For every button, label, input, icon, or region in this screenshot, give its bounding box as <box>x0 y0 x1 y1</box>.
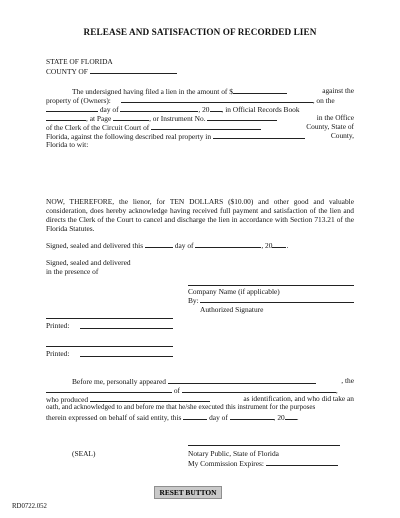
commission-line <box>188 458 338 468</box>
book-field[interactable] <box>46 113 86 121</box>
witness-line-1: Signed, sealed and delivered <box>46 258 131 267</box>
county-field[interactable] <box>90 66 177 74</box>
property-label: Florida, against the following described real property in <box>46 132 212 141</box>
appeared-name-field[interactable] <box>168 376 316 384</box>
identification-label: as identification, and who did take an <box>243 394 354 403</box>
year-prefix: , 20 <box>198 105 210 114</box>
witness-2-printed-line[interactable] <box>80 356 173 357</box>
by-label: By: <box>188 296 199 305</box>
lien-amount-suffix: against the <box>322 86 354 95</box>
document-title: RELEASE AND SATISFACTION OF RECORDED LIEN <box>83 27 317 37</box>
printed-label-2: Printed: <box>46 349 70 358</box>
instrument-label: , or Instrument No. <box>149 114 206 123</box>
notary-signature-line[interactable] <box>188 445 340 446</box>
signed-month-field[interactable] <box>195 240 261 248</box>
form-number: RD0722.052 <box>12 503 47 510</box>
lien-amount-text: The undersigned having filed a lien in the amount of $ <box>72 87 233 96</box>
signed-period: . <box>286 241 289 250</box>
notary-line-4: oath, and acknowledged to and before me that he/she executed this instrument for the purposes <box>46 403 316 411</box>
company-name-label: Company Name (if applicable) <box>188 287 280 296</box>
office-label: in the Office <box>316 113 354 122</box>
comma: , <box>335 386 338 395</box>
owners-field[interactable] <box>121 95 313 103</box>
signed-dayof-label: day of <box>174 241 194 250</box>
printed-label-1: Printed: <box>46 321 70 330</box>
the-label: , the <box>341 376 354 385</box>
county-suffix: County, <box>330 131 354 140</box>
notary-public-label: Notary Public, State of Florida <box>188 449 279 458</box>
property-county-field[interactable] <box>213 131 305 139</box>
who-produced-label: who produced <box>46 395 89 404</box>
recording-year-field[interactable] <box>210 104 222 112</box>
identification-field[interactable] <box>90 394 210 402</box>
commission-expires-label: My Commission Expires: <box>188 459 264 468</box>
notary-month-field[interactable] <box>230 412 274 420</box>
title-field[interactable] <box>46 385 172 393</box>
clerk-label: of the Clerk of the Circuit Court of <box>46 123 150 132</box>
notary-period: . <box>296 413 299 422</box>
authorized-signature-line[interactable] <box>200 302 354 303</box>
signed-label: Signed, sealed and delivered this <box>46 241 144 250</box>
commission-expires-field[interactable] <box>266 458 338 466</box>
owners-label: property of (Owners): <box>46 96 111 105</box>
county-line <box>46 66 177 76</box>
reset-button[interactable]: RESET BUTTON <box>154 486 222 499</box>
witness-2-signature-line[interactable] <box>46 346 173 347</box>
state-label: STATE OF FLORIDA <box>46 57 113 66</box>
signed-delivered-line <box>46 240 288 250</box>
lien-amount-field[interactable] <box>233 86 287 94</box>
seal-label: (SEAL) <box>72 449 96 458</box>
county-state-label: County, State of <box>306 122 354 131</box>
recording-month-field[interactable] <box>120 104 198 112</box>
official-records-label: , in Official Records Book <box>221 105 300 114</box>
satisfaction-paragraph: NOW, THEREFORE, the lienor, for TEN DOLLARS ($10.00) and other good and valuable consideration, does hereby acknowledge having received full payment and satisfaction of the lien and directs the Clerk of the Court to cancel and discharge the lien in accordance with Section 713.21 of the Florida Statutes. <box>46 197 354 233</box>
personally-appeared-label: Before me, personally appeared <box>72 377 166 386</box>
county-label: COUNTY OF <box>46 67 88 76</box>
florida-to-wit: Florida to wit: <box>46 140 89 149</box>
page-field[interactable] <box>113 113 149 121</box>
clerk-county-field[interactable] <box>151 122 261 130</box>
authorized-signature-label: Authorized Signature <box>200 305 264 314</box>
witness-1-signature-line[interactable] <box>46 318 173 319</box>
notary-year-field[interactable] <box>285 412 297 420</box>
page-label: , at Page <box>86 114 112 123</box>
notary-line-5 <box>46 412 299 422</box>
signed-year-field[interactable] <box>272 240 289 250</box>
day-of-label: day of <box>99 105 119 114</box>
recording-day-field[interactable] <box>46 104 98 112</box>
notary-year-prefix: , 20 <box>273 413 285 422</box>
of-label: of <box>173 386 181 395</box>
notary-day-field[interactable] <box>183 412 207 420</box>
notary-dayof-label: day of <box>209 413 228 422</box>
company-name-line[interactable] <box>188 285 354 286</box>
witness-line-2: in the presence of <box>46 267 99 276</box>
entity-field[interactable] <box>182 385 336 393</box>
owners-suffix: , on the <box>312 96 335 105</box>
witness-1-printed-line[interactable] <box>80 328 173 329</box>
therein-label: therein expressed on behalf of said entity, this <box>46 413 182 422</box>
signed-day-field[interactable] <box>145 240 173 248</box>
signed-year-prefix: , 20 <box>261 241 273 250</box>
property-county-line <box>46 131 354 141</box>
instrument-field[interactable] <box>207 113 277 121</box>
